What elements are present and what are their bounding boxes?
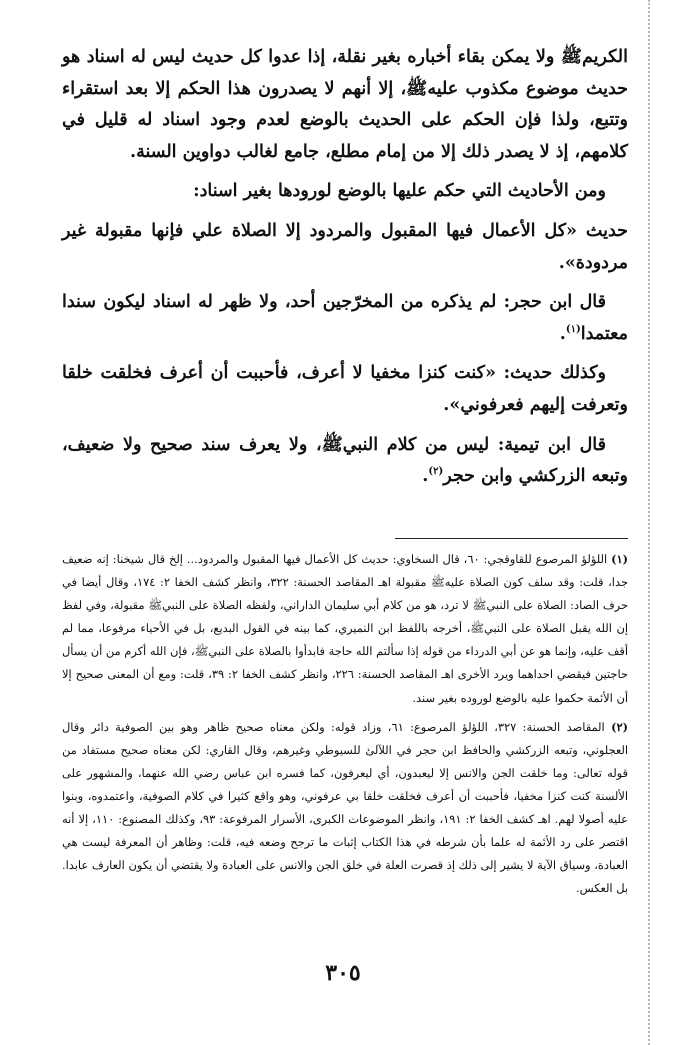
paragraph-ibn-taymiyya bbox=[62, 430, 628, 493]
footnote-1 bbox=[62, 548, 628, 710]
footnotes bbox=[62, 548, 628, 900]
paragraph-intro: الكريمﷺ ولا يمكن بقاء أخباره بغير نقلة، إذا عدوا كل حديث ليس له اسناد هو حديث موضوع مكذوب عليهﷺ، إلا أنهم لا يصدرون هذا الحكم إلا بعد استقراء وتتبع، ولذا فإن الحكم على الحديث بالوضع لعدم وجود اسناد له قليل في كلامهم، إذ لا يصدر ذلك إلا من إمام مطلع، جامع لغالب دواوين السنة. bbox=[62, 47, 628, 162]
paragraph-hidden-treasure: وكذلك حديث: «كنت كنزا مخفيا لا أعرف، فأحببت أن أعرف فخلقت خلقا وتعرفت إليهم فعرفوني». bbox=[62, 363, 628, 415]
paragraph-examples-heading: ومن الأحاديث التي حكم عليها بالوضع لورودها بغير اسناد: bbox=[193, 181, 606, 202]
page-number: ٣٠٥ bbox=[325, 960, 361, 986]
footnote-2-number: (٢) bbox=[611, 719, 628, 734]
footnote-2 bbox=[62, 716, 628, 901]
main-text bbox=[62, 42, 628, 493]
paragraph-hadith-salah: حديث «كل الأعمال فيها المقبول والمردود إلا الصلاة علي فإنها مقبولة غير مردودة». bbox=[62, 220, 628, 273]
footnote-1-number: (١) bbox=[611, 552, 628, 566]
footnote-separator bbox=[395, 538, 628, 539]
paragraph-ibn-hajar bbox=[62, 287, 628, 350]
ibn-taymiyya-text: قال ابن تيمية: ليس من كلام النبيﷺ، ولا يعرف سند صحيح ولا ضعيف، وتبعه الزركشي وابن حجر bbox=[62, 434, 628, 487]
footnote-1-text: اللؤلؤ المرصوع للقاوقجي: ٦٠، قال السخاوي: حديث كل الأعمال فيها المقبول والمردود... إلخ قال شيخنا: إنه ضعيف جدا، قلت: وقد سلف كون الصلاة عليهﷺ مقبولة اهـ المقاصد الحسنة: ٣٢٢، وانظر كشف الخفا ٢: ١٧٤، وقال أيضا في حرف الصاد: الصلاة على النبيﷺ لا ترد، هو من كلام أبي سليمان الداراني، ولفظه الصلاة على النبيﷺ مقبولة، وفي لفظ إن الله يقبل الصلاة على النبيﷺ، أخرجه باللفظ ابن النميري، كما بينه في القول البديع، بل في الأحياء مرفوعا، مما لم أقف عليه، وإنما هو عن أبي الدرداء من قوله إذا سألتم الله حاجة فابدأوا بالصلاة على النبيﷺ، فإن الله أكرم من أن يسأل حاجتين فيقضي احداهما ويرد الأخرى اهـ المقاصد الحسنة: ٢٢٦، وانظر كشف الخفا ٢: ٣٩، قلت: ومع أن المعنى صحيح إلا أن الأئمة حكموا عليه بالوضع لوروده بغير سند. bbox=[62, 552, 628, 705]
page-edge-dotted-line bbox=[648, 0, 650, 1045]
footnote-ref-1[interactable]: (١) bbox=[565, 323, 581, 335]
ibn-hajar-text: قال ابن حجر: لم يذكره من المخرّجين أحد، ولا ظهر له اسناد ليكون سندا معتمدا bbox=[62, 292, 628, 344]
ibn-taymiyya-period: . bbox=[422, 466, 429, 487]
footnote-2-text: المقاصد الحسنة: ٣٢٧، اللؤلؤ المرصوع: ٦١، وزاد قوله: ولكن معناه صحيح ظاهر وهو بين الصوفية دائر وقال العجلوني، وتبعه الزركشي والحافظ ابن حجر في اللآلئ للسيوطي وغيرهم، وقال القاري: لكن معناه صحيح مستفاد من قوله تعالى: وما خلقت الجن والانس إلا ليعبدون، أي ليعرفون، كما فسره ابن عباس رضي الله عنهما، والمشهور على الألسنة كنت كنزا مخفيا، فأحببت أن أعرف فخلقت خلقا بي عرفوني، وهو واقع كثيرا في كلام الصوفية، واعتمدوه، وبنوا عليه أصولا لهم. اهـ كشف الخفا ٢: ١٩١، وانظر الموضوعات الكبرى، الأسرار المرفوعة: ٩٣، وكذلك المصنوع: ١١٠، إلا أنه اقتصر على رد الأئمة له علما بأن شرطه في هذا الكتاب إثبات ما ترجح وضعه فيه، قلت: وظاهر أن المعرفة ليست هي العبادة، وسياق الآية لا يشير إلى ذلك إذ قصرت العلة في خلق الجن والانس على العبادة ولا يقتضي أن يكون العارف عابدا. بل العكس. bbox=[62, 719, 628, 896]
footnote-ref-2[interactable]: (٢) bbox=[428, 466, 444, 478]
ibn-hajar-period: . bbox=[559, 323, 566, 344]
